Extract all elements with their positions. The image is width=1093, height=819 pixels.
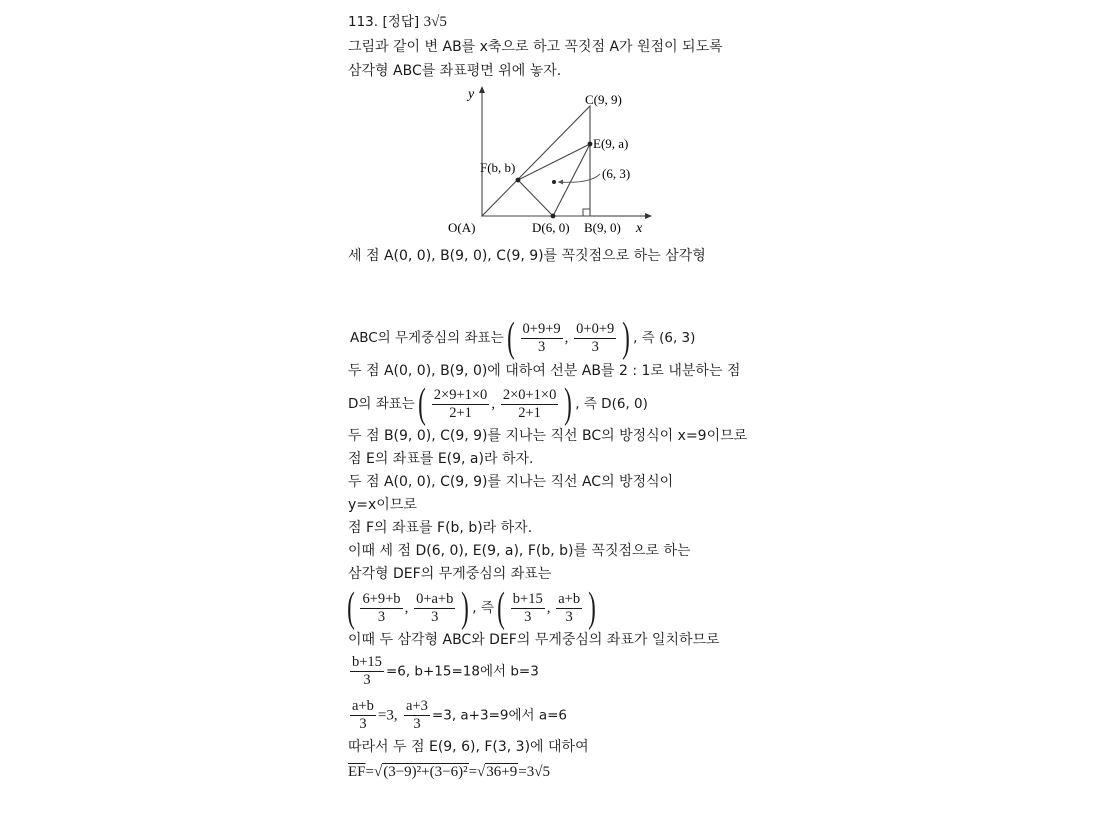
- y-axis-label: y: [468, 87, 475, 102]
- fraction-3-num: 2×9+1×0: [433, 386, 488, 403]
- comma: ,: [564, 330, 573, 346]
- body-line-16: 따라서 두 점 E(9, 6), F(3, 3)에 대하여: [348, 739, 589, 755]
- close-paren: ): [621, 315, 630, 361]
- fraction-4: [501, 387, 559, 422]
- intro-line-2: 삼각형 ABC를 좌표평면 위에 놓자.: [348, 63, 562, 79]
- abc-centroid-label: ABC의 무게중심의 좌표는: [350, 330, 504, 346]
- body-line-6: 점 E의 좌표를 E(9, a)라 하자.: [348, 451, 534, 467]
- eq-mid: =3,: [377, 707, 398, 724]
- body-line-5: 두 점 B(9, 0), C(9, 9)를 지나는 직선 BC의 방정식이 x=9이므로: [348, 428, 748, 444]
- centroid-leader-arrow: [558, 180, 563, 185]
- body-line-9: 점 F의 좌표를 F(b, b)라 하자.: [348, 520, 533, 536]
- problem-number: 113.: [348, 14, 379, 30]
- d-coord-result: , 즉 D(6, 0): [575, 396, 648, 412]
- fraction-2-num: 0+0+9: [576, 320, 615, 337]
- close-paren: ): [563, 381, 572, 427]
- b-result: =6, b+15=18에서 b=3: [385, 663, 539, 680]
- fraction-6: [414, 591, 455, 626]
- fraction-9-num: b+15: [352, 654, 382, 670]
- centroid-leader: [558, 174, 600, 182]
- close-paren: ): [460, 585, 469, 631]
- fraction-3: [432, 387, 490, 422]
- point-e: [588, 142, 593, 147]
- radicand-1: (3−9)²+(3−6)²: [383, 764, 468, 780]
- fraction-7: [511, 591, 545, 626]
- radicand-2: 36+9: [486, 764, 518, 780]
- d-coord-label: D의 좌표는: [348, 396, 415, 412]
- body-line-3: 두 점 A(0, 0), B(9, 0)에 대하여 선분 AB를 2 : 1로 내분하는 점: [348, 363, 741, 379]
- label-f: F(b, b): [480, 160, 516, 175]
- fraction-5-den: 3: [377, 608, 386, 625]
- body-line-14: [348, 654, 539, 689]
- open-paren: (: [507, 315, 515, 361]
- fraction-5-num: 6+9+b: [362, 590, 401, 607]
- y-axis-arrow: [479, 86, 485, 93]
- fraction-4-num: 2×0+1×0: [502, 386, 557, 403]
- body-line-15: [348, 698, 567, 733]
- fraction-11-num: a+3: [406, 698, 428, 714]
- fraction-8-num: a+b: [558, 590, 581, 607]
- comma: ,: [404, 600, 413, 616]
- fraction-9-den: 3: [363, 672, 371, 688]
- close-paren: ): [587, 585, 596, 631]
- point-centroid: [552, 180, 556, 184]
- fraction-11-den: 3: [413, 716, 421, 732]
- x-axis-label: x: [636, 221, 643, 236]
- label-d: D(6, 0): [532, 220, 570, 235]
- problem-header: [348, 13, 447, 31]
- open-paren: (: [418, 381, 427, 427]
- fraction-1-den: 3: [537, 338, 546, 355]
- label-centroid: (6, 3): [602, 166, 631, 181]
- fraction-2: [574, 321, 616, 356]
- fraction-7-num: b+15: [512, 590, 543, 607]
- fraction-6-num: 0+a+b: [416, 590, 454, 607]
- answer-tag: [정답]: [382, 14, 420, 30]
- segment-ef: $\overline{EF}$: [348, 764, 366, 780]
- sqrt-sign-2: √: [477, 764, 486, 780]
- fraction-11: [404, 698, 430, 733]
- body-line-2: [350, 315, 696, 361]
- sqrt-sign-1: √: [373, 764, 383, 780]
- fraction-8-den: 3: [565, 608, 573, 625]
- fraction-10: [350, 698, 376, 733]
- body-line-1: 세 점 A(0, 0), B(9, 0), C(9, 9)를 꼭짓점으로 하는 삼각형: [348, 248, 706, 264]
- fraction-4-den: 2+1: [518, 404, 541, 421]
- final-result: =3√5: [518, 764, 550, 780]
- fraction-7-den: 3: [524, 608, 532, 625]
- coordinate-figure: [440, 84, 660, 240]
- body-line-10: 이때 세 점 D(6, 0), E(9, a), F(b, b)를 꼭짓점으로 하는: [348, 543, 691, 559]
- right-angle-mark: [583, 209, 590, 216]
- body-line-17: [348, 763, 550, 781]
- fraction-5: [360, 591, 402, 626]
- answer-value: 3√5: [423, 14, 447, 30]
- x-axis-arrow: [645, 213, 652, 219]
- fraction-10-den: 3: [359, 716, 367, 732]
- label-o: O(A): [448, 220, 476, 235]
- def-connector: , 즉: [472, 600, 494, 616]
- body-line-11: 삼각형 DEF의 무게중심의 좌표는: [348, 566, 552, 582]
- fraction-10-num: a+b: [352, 698, 374, 714]
- comma: ,: [491, 396, 499, 412]
- label-b: B(9, 0): [584, 220, 621, 235]
- body-line-13: 이때 두 삼각형 ABC와 DEF의 무게중심의 좌표가 일치하므로: [348, 632, 720, 648]
- body-line-7: 두 점 A(0, 0), C(9, 9)를 지나는 직선 AC의 방정식이: [348, 474, 674, 490]
- a-result: =3, a+3=9에서 a=6: [431, 707, 568, 724]
- equals-1: =: [365, 764, 374, 780]
- comma: ,: [546, 600, 555, 616]
- fraction-1-num: 0+9+9: [522, 320, 561, 337]
- label-e: E(9, a): [593, 136, 629, 151]
- abc-centroid-result: , 즉 (6, 3): [633, 330, 696, 346]
- label-c: C(9, 9): [585, 92, 622, 107]
- point-f: [516, 178, 521, 183]
- intro-line-1: 그림과 같이 변 AB를 x축으로 하고 꼭짓점 A가 원점이 되도록: [348, 39, 723, 55]
- fraction-6-den: 3: [431, 608, 439, 625]
- fraction-1: [521, 321, 563, 356]
- body-line-4: [348, 381, 648, 427]
- fraction-3-den: 2+1: [449, 404, 472, 421]
- open-paren: (: [497, 585, 506, 631]
- open-paren: (: [347, 585, 355, 631]
- fraction-9: [350, 654, 384, 689]
- body-line-12: [347, 585, 596, 631]
- equals-2: =: [468, 764, 478, 780]
- point-d: [551, 214, 556, 219]
- fraction-8: [556, 591, 582, 626]
- fraction-2-den: 3: [591, 338, 599, 355]
- body-line-8: y=x이므로: [348, 497, 417, 513]
